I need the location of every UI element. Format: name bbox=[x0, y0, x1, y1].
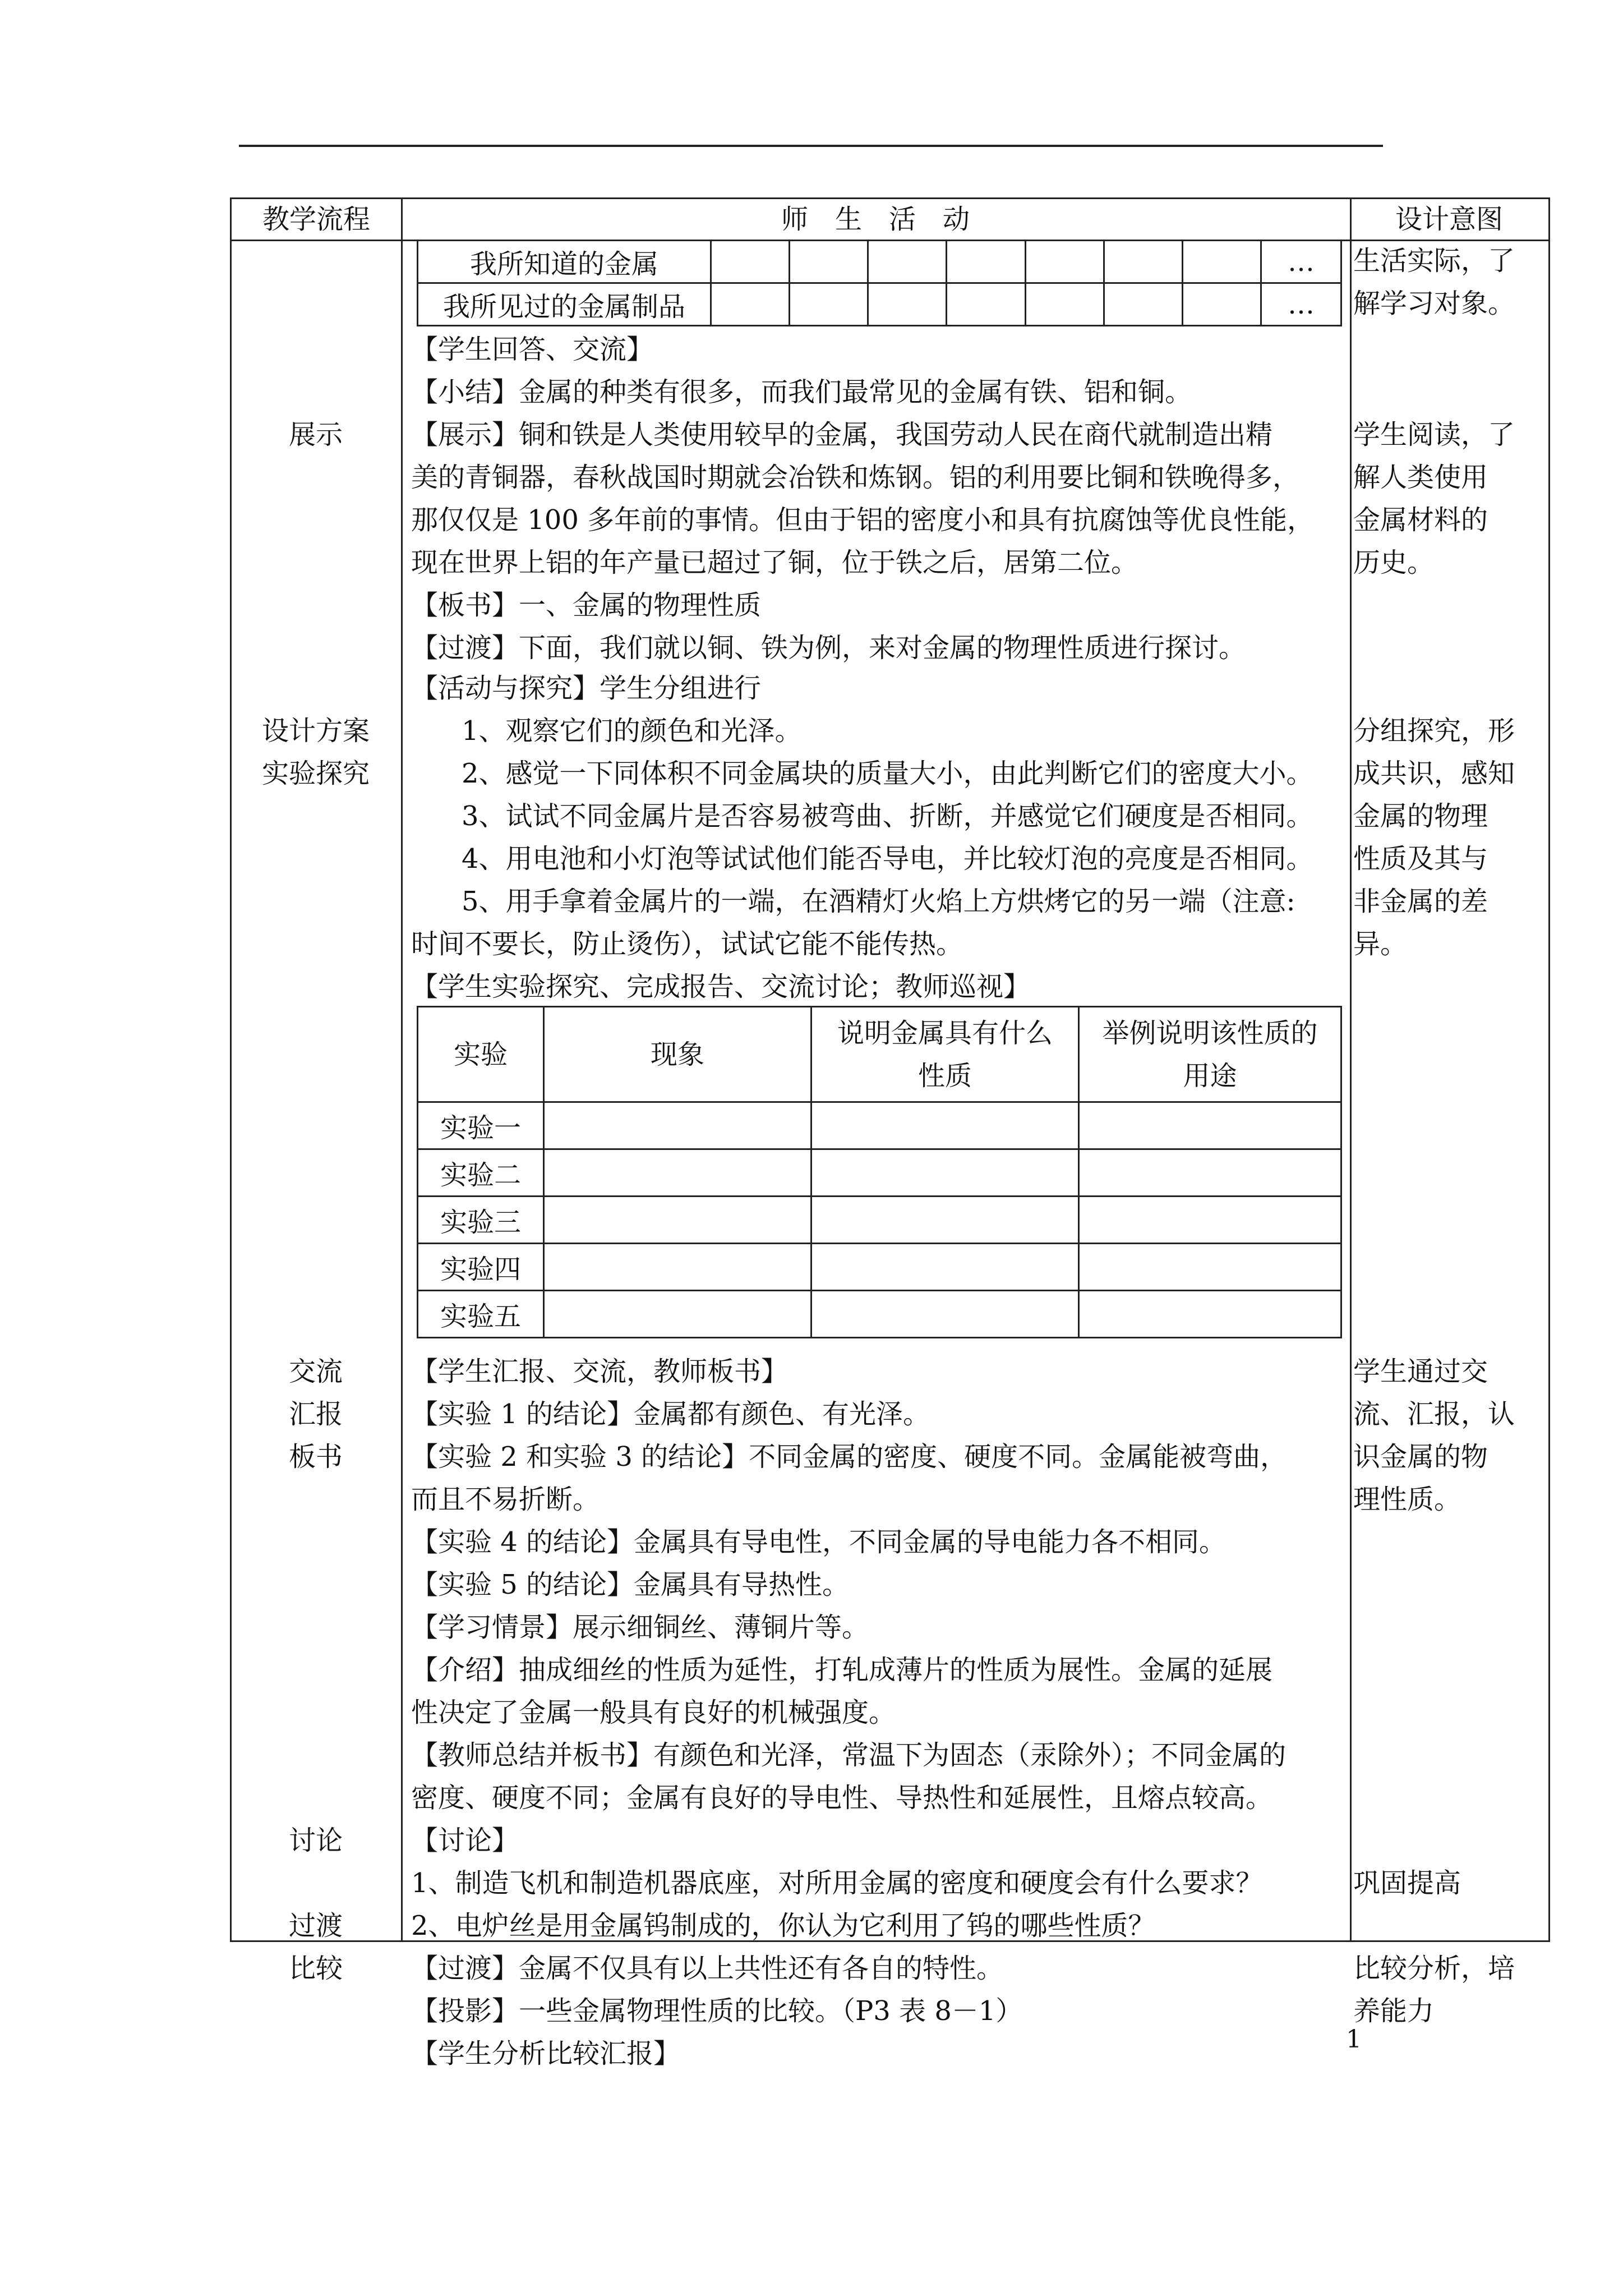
lesson-plan-table bbox=[230, 197, 1550, 2069]
exp-col-header: 现象 bbox=[544, 1007, 811, 1102]
intent-3: 分组探究，形 成共识，感知 金属的物理 性质及其与 非金属的差 异。 bbox=[1353, 715, 1515, 960]
intent-5: 巩固提高 bbox=[1353, 1867, 1461, 1899]
intent-6: 比较分析，培 养能力 bbox=[1353, 1953, 1515, 2027]
body-line: 【实验 2 和实验 3 的结论】不同金属的密度、硬度不同。金属能被弯曲， bbox=[411, 1441, 1288, 1473]
body-line: 【学生分析比较汇报】 bbox=[411, 2038, 681, 2069]
exp-row-label: 实验一 bbox=[418, 1102, 544, 1149]
body-line: 【介绍】抽成细丝的性质为延性，打轧成薄片的性质为展性。金属的延展 bbox=[411, 1654, 1273, 1686]
step-3: 3、试试不同金属片是否容易被弯曲、折断，并感觉它们硬度是否相同。 bbox=[462, 800, 1313, 832]
exp-col-header: 实验 bbox=[418, 1007, 544, 1102]
header-process: 教学流程 bbox=[262, 204, 370, 235]
exp-row-label: 实验二 bbox=[418, 1149, 544, 1197]
step-4: 4、用电池和小灯泡等试试他们能否导电，并比较灯泡的亮度是否相同。 bbox=[462, 843, 1313, 875]
ellipsis: … bbox=[1261, 241, 1341, 283]
intent-2: 学生阅读，了 解人类使用 金属材料的 历史。 bbox=[1353, 419, 1515, 578]
experiment-table bbox=[417, 1006, 1342, 1338]
body-line: 【学生汇报、交流，教师板书】 bbox=[411, 1356, 789, 1387]
body-line: 美的青铜器，春秋战国时期就会冶铁和炼钢。铝的利用要比铜和铁晚得多， bbox=[411, 462, 1300, 493]
known-metals-table bbox=[417, 240, 1342, 326]
stage-board: 板书 bbox=[288, 1441, 343, 1473]
header-activity: 师 生 活 动 bbox=[781, 204, 970, 235]
stage-discuss: 讨论 bbox=[288, 1825, 343, 1856]
step-5: 5、用手拿着金属片的一端，在酒精灯火焰上方烘烤它的另一端（注意: bbox=[462, 886, 1295, 917]
exp-col-header: 说明金属具有什么 性质 bbox=[811, 1007, 1079, 1102]
intent-4: 学生通过交 流、汇报，认 识金属的物 理性质。 bbox=[1353, 1356, 1515, 1515]
seen-products-label: 我所见过的金属制品 bbox=[418, 283, 711, 326]
exp-col-header: 举例说明该性质的 用途 bbox=[1079, 1007, 1341, 1102]
body-line: 密度、硬度不同；金属有良好的导电性、导热性和延展性，且熔点较高。 bbox=[411, 1782, 1273, 1814]
body-line: 【学习情景】展示细铜丝、薄铜片等。 bbox=[411, 1612, 869, 1643]
body-line: 【实验 1 的结论】金属都有颜色、有光泽。 bbox=[411, 1398, 930, 1430]
body-line: 2、电炉丝是用金属钨制成的，你认为它利用了钨的哪些性质？ bbox=[411, 1910, 1155, 1941]
body-line: 【板书】一、金属的物理性质 bbox=[411, 590, 762, 621]
body-line: 【小结】金属的种类有很多，而我们最常见的金属有铁、铝和铜。 bbox=[411, 376, 1192, 408]
body-line: 【过渡】下面，我们就以铜、铁为例，来对金属的物理性质进行探讨。 bbox=[411, 632, 1246, 664]
column-divider bbox=[1350, 199, 1352, 1940]
column-divider bbox=[401, 199, 403, 1940]
body-line: 【学生实验探究、完成报告、交流讨论；教师巡视】 bbox=[411, 971, 1031, 1002]
body-line: 那仅仅是 100 多年前的事情。但由于铝的密度小和具有抗腐蚀等优良性能， bbox=[411, 504, 1315, 536]
known-metals-label: 我所知道的金属 bbox=[418, 241, 711, 283]
stage-design: 设计方案 bbox=[261, 715, 370, 747]
step-5-cont: 时间不要长，防止烫伤），试试它能不能传热。 bbox=[411, 928, 963, 960]
body-line: 性决定了金属一般具有良好的机械强度。 bbox=[411, 1697, 896, 1728]
header-intent: 设计意图 bbox=[1395, 204, 1503, 235]
stage-compare: 比较 bbox=[288, 1953, 343, 1984]
body-line: 【讨论】 bbox=[411, 1825, 519, 1856]
body-line: 【学生回答、交流】 bbox=[411, 334, 654, 365]
step-2: 2、感觉一下同体积不同金属块的质量大小，由此判断它们的密度大小。 bbox=[462, 758, 1313, 789]
step-1: 1、观察它们的颜色和光泽。 bbox=[462, 715, 802, 747]
exp-row-label: 实验三 bbox=[418, 1197, 544, 1244]
body-line: 【实验 4 的结论】金属具有导电性，不同金属的导电能力各不相同。 bbox=[411, 1526, 1227, 1558]
exp-row-label: 实验五 bbox=[418, 1291, 544, 1338]
body-line: 【实验 5 的结论】金属具有导热性。 bbox=[411, 1569, 850, 1600]
page-number: 1 bbox=[1346, 2025, 1362, 2054]
body-line: 而且不易折断。 bbox=[411, 1484, 600, 1515]
stage-report: 汇报 bbox=[288, 1398, 343, 1430]
ellipsis: … bbox=[1261, 283, 1341, 326]
body-line: 1、制造飞机和制造机器底座，对所用金属的密度和硬度会有什么要求？ bbox=[411, 1867, 1263, 1899]
body-line: 【活动与探究】学生分组进行 bbox=[411, 673, 762, 704]
intent-1: 生活实际，了 解学习对象。 bbox=[1353, 245, 1515, 319]
body-line: 【投影】一些金属物理性质的比较。（P3 表 8－1） bbox=[411, 1995, 1023, 2027]
header-rule bbox=[239, 145, 1383, 147]
stage-experiment: 实验探究 bbox=[261, 758, 370, 789]
body-line: 现在世界上铝的年产量已超过了铜，位于铁之后，居第二位。 bbox=[411, 547, 1138, 578]
stage-exchange: 交流 bbox=[288, 1356, 343, 1387]
exp-row-label: 实验四 bbox=[418, 1244, 544, 1291]
body-line: 【教师总结并板书】有颜色和光泽，常温下为固态（汞除外）；不同金属的 bbox=[411, 1740, 1287, 1771]
stage-show: 展示 bbox=[288, 419, 343, 450]
stage-transition: 过渡 bbox=[288, 1910, 343, 1941]
body-line: 【展示】铜和铁是人类使用较早的金属，我国劳动人民在商代就制造出精 bbox=[411, 419, 1273, 450]
body-line: 【过渡】金属不仅具有以上共性还有各自的特性。 bbox=[411, 1953, 1004, 1984]
